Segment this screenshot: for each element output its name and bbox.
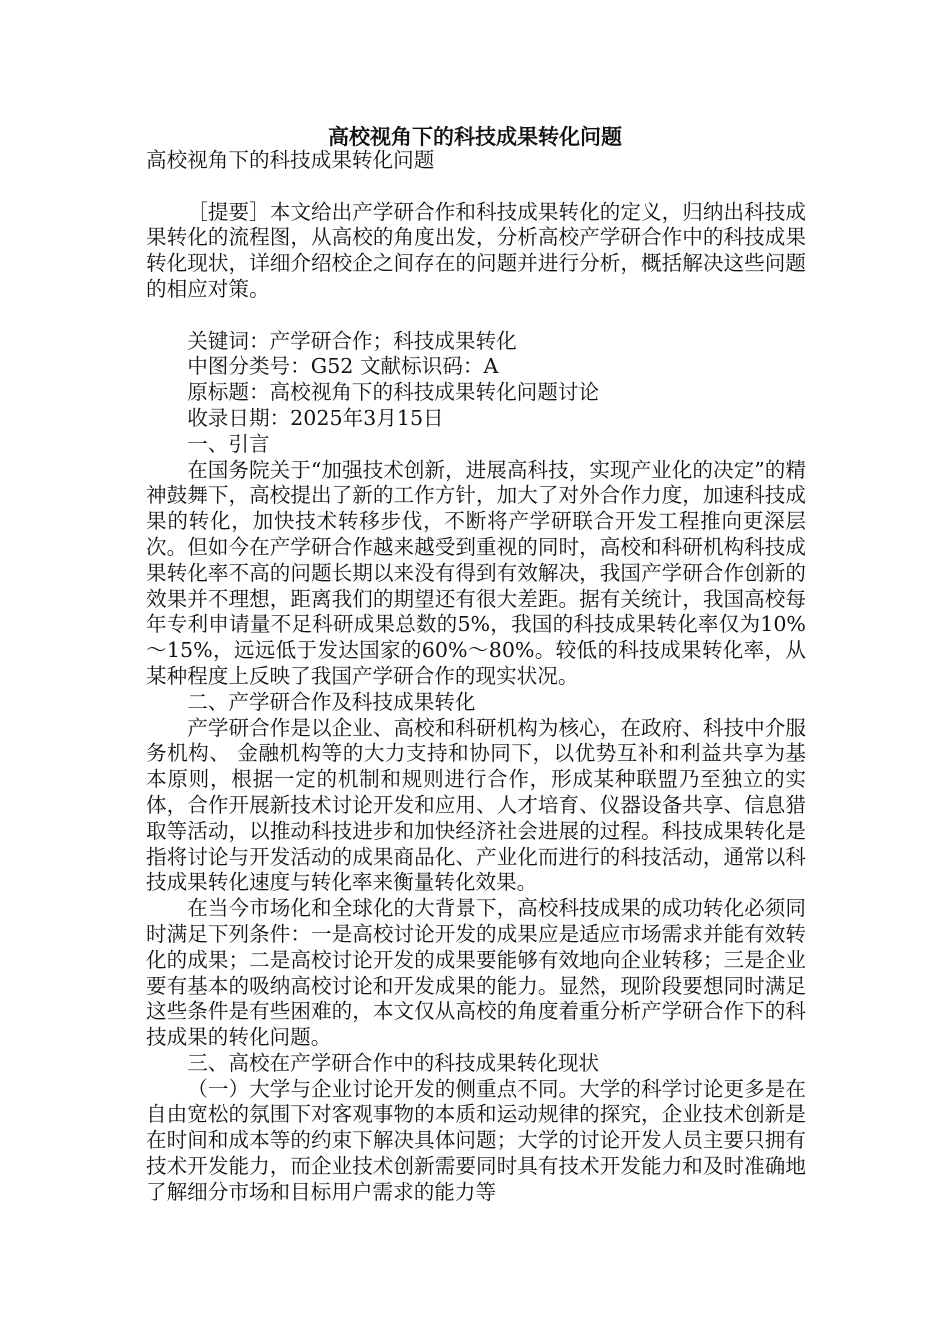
status-paragraph-1: （一）大学与企业讨论开发的侧重点不同。大学的科学讨论更多是在自由宽松的氛围下对客观事物的本质和运动规律的探究，企业技术创新是在时间和成本等的约束下解决具体问题；大学的讨论开发人员主要只拥有技术开发能力，而企业技术创新需要同时具有技术开发能力和及时准确地了解细分市场和目标用户需求的能力等 bbox=[146, 1076, 806, 1204]
received-date-line: 收录日期：2025年3月15日 bbox=[187, 405, 444, 430]
classification-line: 中图分类号：G52 文献标识码：A bbox=[187, 354, 499, 379]
original-title-line: 原标题：高校视角下的科技成果转化问题讨论 bbox=[187, 380, 600, 405]
document-body bbox=[146, 148, 806, 1206]
document-title: 高校视角下的科技成果转化问题 bbox=[328, 125, 622, 149]
intro-paragraph: 在国务院关于“加强技术创新，进展高科技，实现产业化的决定”的精神鼓舞下，高校提出了新的工作方针，加大了对外合作力度，加速科技成果的转化，加快技术转移步伐，不断将产学研联合开发工程推向更深层次。但如今在产学研合作越来越受到重视的同时，高校和科研机构科技成果转化率不高的问题长期以来没有得到有效解决，我国产学研合作创新的效果并不理想，距离我们的期望还有很大差距。据有关统计，我国高校每年专利申请量不足科研成果总数的5%，我国的科技成果转化率仅为10%～15%，远远低于发达国家的60%～80%。较低的科技成果转化率，从某种程度上反映了我国产学研合作的现实状况。 bbox=[146, 457, 806, 688]
definitions-paragraph-2: 在当今市场化和全球化的大背景下，高校科技成果的成功转化必须同时满足下列条件：一是高校讨论开发的成果应是适应市场需求并能有效转化的成果；二是高校讨论开发的成果要能够有效地向企业转移；三是企业要有基本的吸纳高校讨论和开发成果的能力。显然，现阶段要想同时满足这些条件是有些困难的，本文仅从高校的角度着重分析产学研合作下的科技成果的转化问题。 bbox=[146, 896, 806, 1050]
abstract-paragraph: ［提要］本文给出产学研合作和科技成果转化的定义，归纳出科技成果转化的流程图，从高校的角度出发，分析高校产学研合作中的科技成果转化现状，详细介绍校企之间存在的问题并进行分析，概括解决这些问题的相应对策。 bbox=[146, 199, 806, 301]
document-subtitle: 高校视角下的科技成果转化问题 bbox=[146, 148, 435, 172]
section-heading-intro: 一、引言 bbox=[187, 431, 270, 456]
blank-line bbox=[146, 303, 806, 329]
definitions-paragraph-1: 产学研合作是以企业、高校和科研机构为核心，在政府、科技中介服务机构、 金融机构等的大力支持和协同下，以优势互补和利益共享为基本原则，根据一定的机制和规则进行合作，形成某种联盟乃至独立的实体，合作开展新技术讨论开发和应用、人才培育、仪器设备共享、信息猎取等活动，以推动科技进步和加快经济社会进展的过程。科技成果转化是指将讨论与开发活动的成果商品化、产业化而进行的科技活动，通常以科技成果转化速度与转化率来衡量转化效果。 bbox=[146, 715, 806, 895]
blank-line bbox=[146, 174, 806, 200]
section-heading-definitions: 二、产学研合作及科技成果转化 bbox=[187, 689, 476, 714]
keywords-line: 关键词：产学研合作；科技成果转化 bbox=[187, 328, 517, 353]
section-heading-status: 三、高校在产学研合作中的科技成果转化现状 bbox=[187, 1050, 600, 1075]
